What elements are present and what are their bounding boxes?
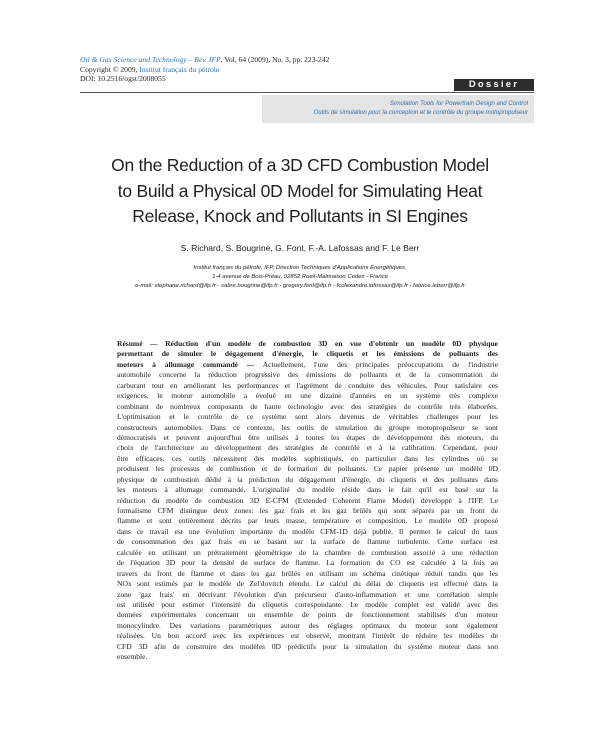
dossier-title-en: Simulation Tools for Powertrain Design and Control — [390, 100, 528, 107]
abstract-line: formalisme CFM distingue deux zones: les gaz frais et les gaz brûlés qui sont séparés par un front de — [117, 506, 498, 515]
title-line: to Build a Physical 0D Model for Simulating Heat — [117, 180, 483, 201]
abstract — [117, 339, 498, 663]
abstract-line: ensemble. — [117, 652, 148, 662]
dossier-label: Dossier — [454, 79, 534, 91]
authors: S. Richard, S. Bougrine, G. Font, F.-A. Lafossas and F. Le Berr — [180, 243, 420, 253]
abstract-line: réduction du modèle de combustion 3D E-CFM (Extended Coherent Flame Model) développé à l'IFP. Le — [117, 495, 498, 505]
journal-header — [80, 55, 329, 84]
abstract-line: de l'équation 3D pour la densité de surface de flamme. La formation du CO est calculée à la fois au — [117, 558, 498, 568]
header-rule — [80, 92, 534, 93]
journal-details: , Vol. 64 (2009), No. 3, pp. 223-242 — [220, 55, 330, 64]
abstract-line: constructeurs automobiles. Dans ce contexte, les outils de simulation du groupe motopropulseur se sont — [117, 422, 498, 432]
paper-title — [30, 153, 570, 230]
abstract-line: combinant de nombreux composants de haute technologie avec des stratégies de contrôle très élaborées. — [117, 401, 498, 411]
publisher-link[interactable]: Institut français du pétrole — [139, 64, 220, 74]
affiliation — [30, 264, 570, 291]
abstract-heading-tail: moteurs à allumage commandé — — [117, 359, 255, 369]
affiliation-line: Institut français du pétrole, IFP, Direction Techniques d'Applications Énergétiques, — [193, 265, 407, 271]
affiliation-line: 1-4 avenue de Bois-Préau, 92852 Rueil-Malmaison Cedex - France — [212, 274, 388, 280]
title-line: Release, Knock and Pollutants in SI Engines — [132, 206, 468, 226]
abstract-line: démocratisés et peuvent aujourd'hui être utilisés à toutes les étapes de développement des moteurs, du — [117, 432, 498, 442]
abstract-line: CFD 3D afin de construire des modèles 0D prédictifs pour la simulation du système moteur dans son — [117, 641, 498, 651]
abstract-line: données expérimentales concernant un ensemble de points de fonctionnement stabilisés d'un moteur — [117, 610, 498, 620]
abstract-heading-line: permettant de simuler le dégagement d'énergie, le cliquetis et les émissions de polluants des — [117, 349, 498, 359]
abstract-line: automobile concerne la réduction progressive des émissions de polluants et de la consommation de — [117, 370, 498, 380]
abstract-line: calculée en utilisant un prétraitement géométrique de la chambre de combustion associé à une réduction — [117, 547, 498, 557]
dossier-box — [262, 95, 534, 123]
abstract-line: flamme et sont entièrement décrits par leurs masse, température et composition. Le modèle 0D proposé — [117, 516, 498, 526]
abstract-line: L'optimisation et le contrôle de ce système sont alors devenus de véritables challenges pour les — [117, 412, 498, 422]
abstract-line: physique de combustion dédié à la prédiction du dégagement d'énergie, du cliquetis et des polluants dans — [117, 474, 498, 484]
abstract-line: produisent les processus de combustion et de formation de polluants. Ce papier présente un modèle 0D — [117, 464, 498, 474]
copyright-line — [80, 65, 329, 75]
abstract-line: être efficaces, ces outils nécessitent des modèles sophistiqués, en particulier dans les cylindres où se — [117, 453, 498, 463]
copyright-prefix: Copyright © 2009, — [80, 64, 140, 74]
abstract-line: carburant tout en améliorant les performances et l'agrément de conduite des véhicules. Pour satisfaire ces — [117, 380, 498, 390]
abstract-line: réalisées. Un bon accord avec les expériences est observé, montrant l'intérêt de réduire les modèles de — [117, 631, 498, 641]
journal-citation — [80, 55, 329, 65]
abstract-line: est utilisée pour estimer l'intensité du cliquetis correspondante. Le modèle complet est validé avec des — [117, 599, 498, 609]
title-line: On the Reduction of a 3D CFD Combustion Model — [111, 155, 489, 175]
abstract-line: zone 'gaz frais' en décrivant l'évolution d'un précurseur d'auto-inflammation et une corrélation simple — [117, 589, 498, 599]
dossier-title-fr: Outils de simulation pour la conception et le contrôle du groupe motopropulseur — [313, 108, 528, 116]
abstract-first-text: Actuellement, l'une des principales préoccupations de l'industrie — [254, 359, 498, 369]
abstract-line: choix de l'architecture au développement des stratégies de contrôle et à la calibration. Cependant, pour — [117, 443, 498, 453]
email-line: e-mail: stephane.richard@ifp.fr - sabre.bougrine@ifp.fr - gregory.font@ifp.fr - fcolexandre.lafossas@ifp.fr - fabrice.leberr@ifp.fr — [135, 283, 465, 289]
abstract-heading-line: Résumé — Réduction d'un modèle de combustion 3D en vue d'obtenir un modèle 0D physique — [117, 339, 498, 348]
abstract-line: de consommation des gaz frais en se basant sur la surface de flamme turbulente. Cette surface est — [117, 537, 498, 547]
abstract-line — [117, 360, 498, 370]
journal-link[interactable]: Oil & Gas Science and Technology – Rev. IFP — [80, 55, 221, 64]
doi: DOI: 10.2516/ogst/2008055 — [80, 74, 166, 84]
abstract-line: exigences, le moteur automobile a évolué en une dizaine d'années en un système très complexe — [117, 391, 498, 401]
abstract-line: monocylindre. Des variations paramétriques autour des réglages optimaux du moteur sont également — [117, 620, 498, 630]
abstract-line: travers du front de flamme et dans les gaz brûlés en utilisant un schéma cinétique réduit tandis que les — [117, 568, 498, 578]
abstract-line: NOx sont estimés par le modèle de Zel'dovitch étendu. Le calcul du délai de cliquetis est effectué dans la — [117, 579, 498, 589]
abstract-line: dans ce travail est une évolution importante du modèle CFM-1D déjà publié. Il permet le calcul du taux — [117, 526, 498, 536]
abstract-line: les moteurs à allumage commandé. L'originalité du modèle réside dans le fait qu'il est basé sur la — [117, 485, 498, 495]
